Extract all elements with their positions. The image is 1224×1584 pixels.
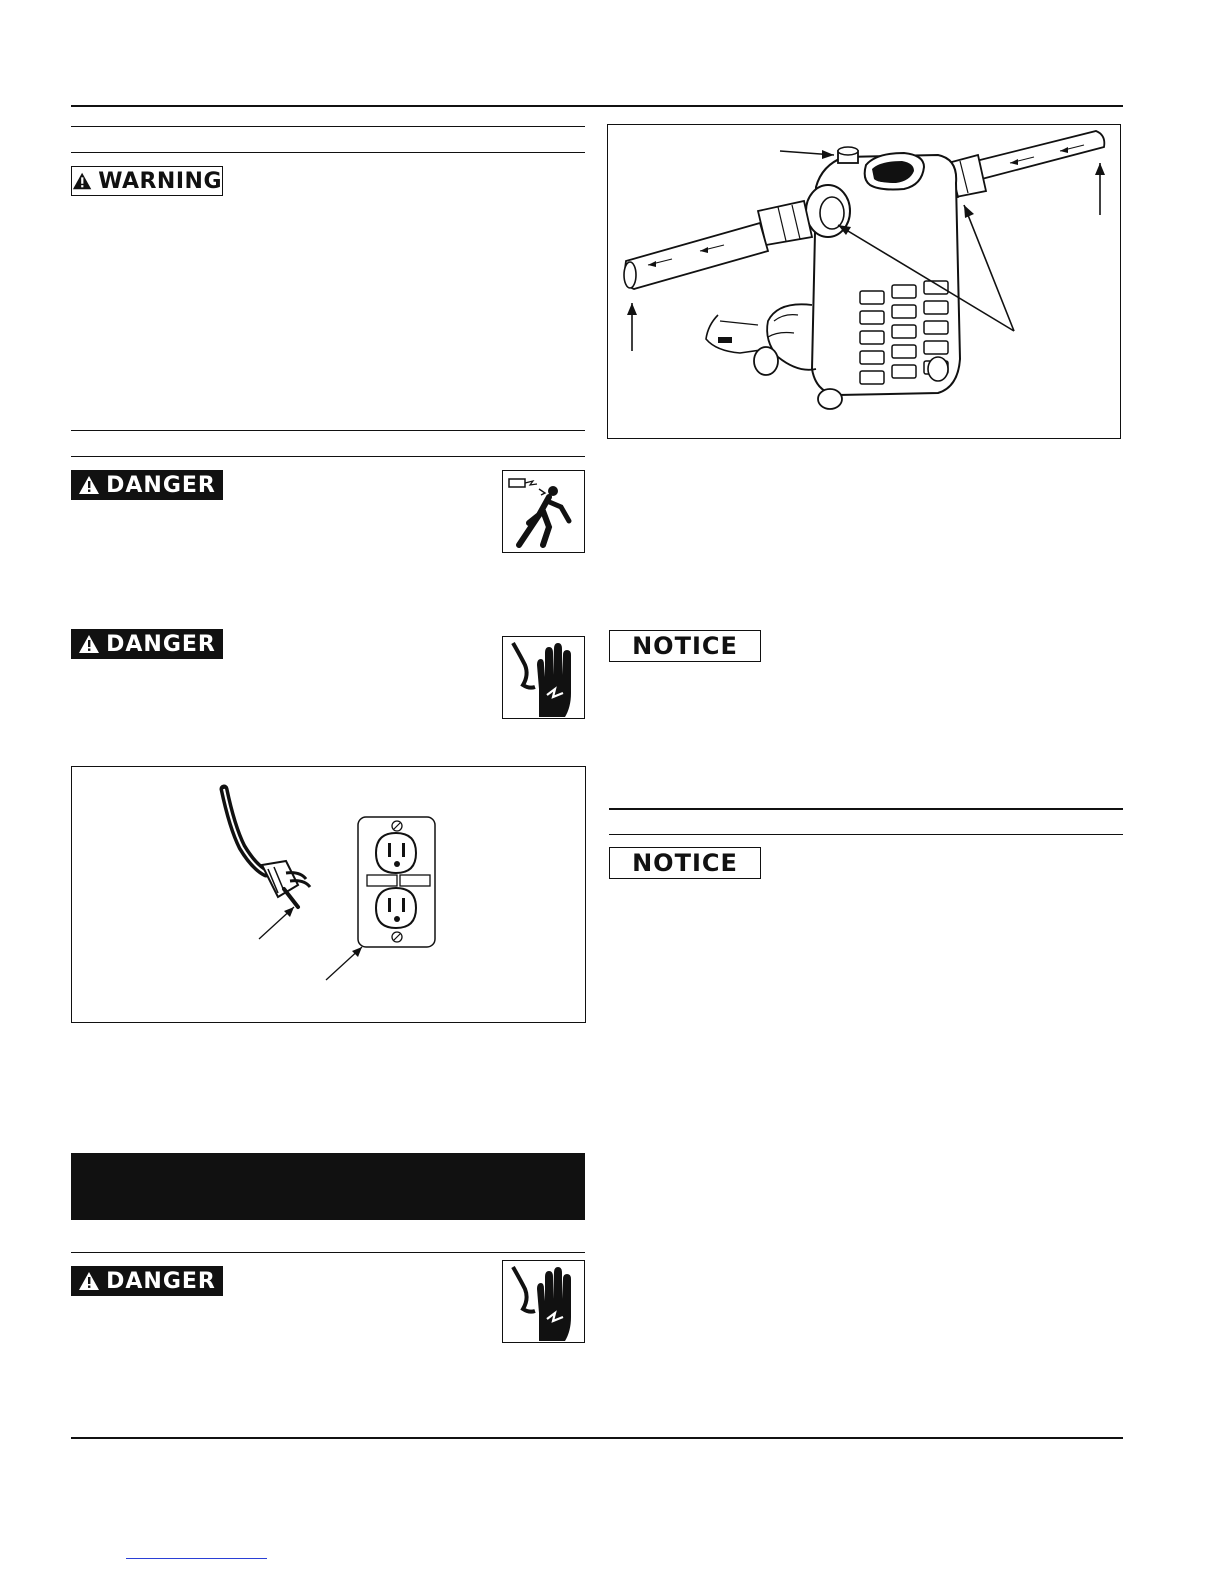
section-rule bbox=[71, 1252, 585, 1253]
danger-label: DANGER bbox=[106, 472, 216, 498]
grounded-outlet-icon bbox=[358, 817, 435, 947]
section-rule bbox=[71, 152, 585, 153]
warning-label: WARNING bbox=[98, 168, 222, 194]
danger-label: DANGER bbox=[106, 631, 216, 657]
danger-label: DANGER bbox=[106, 1268, 216, 1294]
electrocution-hazard-icon bbox=[502, 470, 585, 553]
danger-badge bbox=[71, 629, 223, 659]
page-bottom-rule bbox=[71, 1437, 1123, 1439]
electric-shock-hand-icon bbox=[502, 636, 585, 719]
warning-triangle-icon bbox=[72, 171, 92, 191]
section-rule bbox=[71, 430, 585, 431]
grounded-plug-icon bbox=[224, 789, 310, 907]
notice-label: NOTICE bbox=[632, 632, 738, 660]
warning-badge bbox=[71, 166, 223, 196]
section-heading-bar bbox=[71, 1153, 585, 1220]
plug-outlet-figure bbox=[71, 766, 586, 1023]
warning-triangle-icon bbox=[78, 475, 100, 495]
danger-badge bbox=[71, 1266, 223, 1296]
notice-badge bbox=[609, 630, 761, 662]
section-rule bbox=[71, 126, 585, 127]
section-rule bbox=[71, 456, 585, 457]
pump-piping-illustration bbox=[607, 124, 1121, 439]
section-rule bbox=[609, 808, 1123, 810]
notice-label: NOTICE bbox=[632, 849, 738, 877]
electric-shock-hand-icon bbox=[502, 1260, 585, 1343]
danger-badge bbox=[71, 470, 223, 500]
notice-badge bbox=[609, 847, 761, 879]
footer-link-underline[interactable] bbox=[126, 1558, 267, 1559]
page-top-rule bbox=[71, 105, 1123, 107]
warning-triangle-icon bbox=[78, 1271, 100, 1291]
warning-triangle-icon bbox=[78, 634, 100, 654]
section-rule bbox=[609, 834, 1123, 835]
